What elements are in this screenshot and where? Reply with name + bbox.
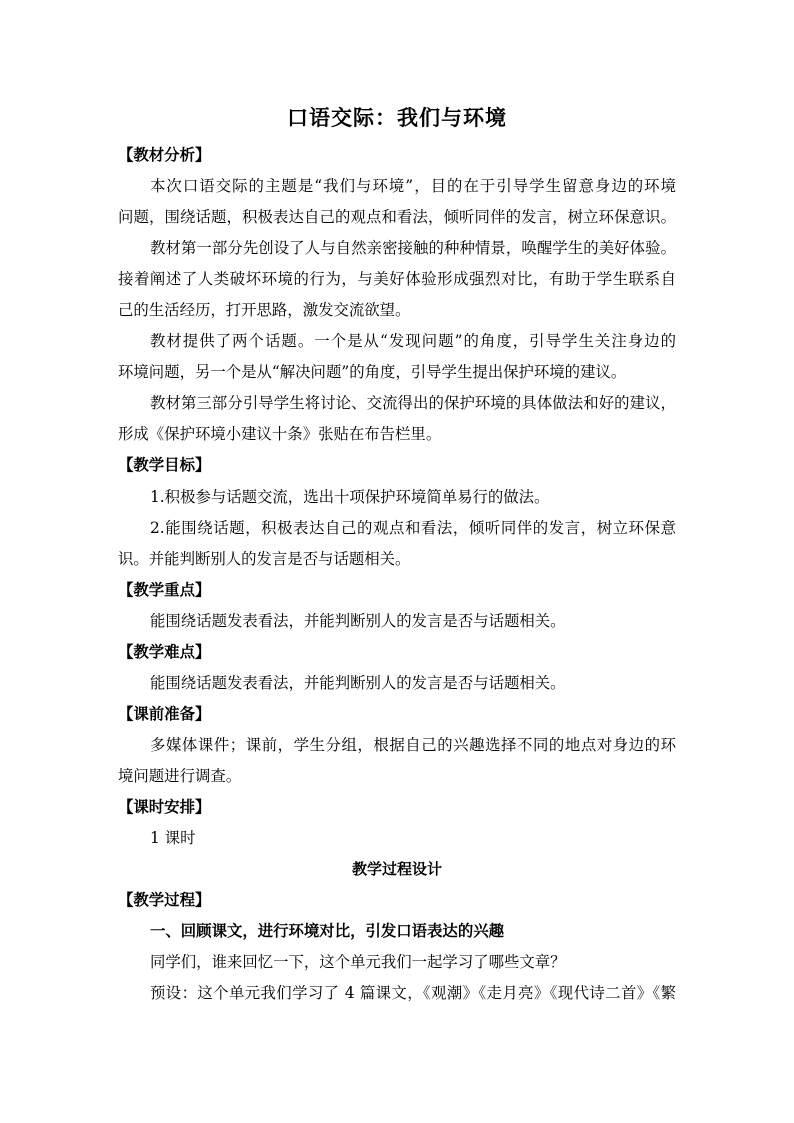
analysis-line-3: 教材第一部分先创设了人与自然亲密接触的种种情景，唤醒学生的美好体验。 — [150, 239, 676, 257]
heading-key-points: 【教学重点】 — [118, 581, 211, 599]
analysis-line-7: 环境问题，另一个是从“解决问题”的角度，引导学生提出保护环境的建议。 — [118, 363, 627, 381]
process-line-1: 同学们，谁来回忆一下，这个单元我们一起学习了哪些文章？ — [150, 953, 566, 971]
heading-schedule: 【课时安排】 — [118, 798, 211, 816]
preparation-line-2: 境问题进行调查。 — [118, 767, 242, 785]
goal-line-3: 识。并能判断别人的发言是否与话题相关。 — [118, 550, 411, 568]
analysis-line-4: 接着阐述了人类破坏环境的行为，与美好体验形成强烈对比，有助于学生联系自 — [118, 270, 676, 288]
analysis-line-2: 问题，围绕话题，积极表达自己的观点和看法，倾听同伴的发言，树立环保意识。 — [118, 208, 676, 226]
heading-analysis: 【教材分析】 — [118, 146, 211, 164]
heading-difficulties: 【教学难点】 — [118, 643, 211, 661]
difficulties-line-1: 能围绕话题发表看法，并能判断别人的发言是否与话题相关。 — [150, 674, 566, 692]
analysis-line-1: 本次口语交际的主题是“我们与环境”，目的在于引导学生留意身边的环境 — [150, 177, 676, 195]
process-line-2: 预设：这个单元我们学习了 4 篇课文，《观潮》《走月亮》《现代诗二首》《繁 — [150, 984, 676, 1002]
goal-line-2: 2.能围绕话题，积极表达自己的观点和看法，倾听同伴的发言，树立环保意 — [150, 519, 676, 537]
analysis-line-9: 形成《保护环境小建议十条》张贴在布告栏里。 — [118, 425, 442, 443]
process-step-1: 一、回顾课文，进行环境对比，引发口语表达的兴趣 — [150, 922, 504, 940]
preparation-line-1: 多媒体课件；课前，学生分组，根据自己的兴趣选择不同的地点对身边的环 — [150, 736, 676, 754]
design-title: 教学过程设计 — [351, 860, 442, 878]
heading-process: 【教学过程】 — [118, 891, 211, 909]
goal-line-1: 1.积极参与话题交流，选出十项保护环境简单易行的做法。 — [150, 488, 550, 506]
analysis-line-6: 教材提供了两个话题。一个是从“发现问题”的角度，引导学生关注身边的 — [150, 332, 676, 350]
heading-goals: 【教学目标】 — [118, 456, 211, 474]
document-title: 口语交际：我们与环境 — [287, 105, 507, 130]
key-points-line-1: 能围绕话题发表看法，并能判断别人的发言是否与话题相关。 — [150, 612, 566, 630]
analysis-line-8: 教材第三部分引导学生将讨论、交流得出的保护环境的具体做法和好的建议， — [150, 394, 676, 412]
heading-preparation: 【课前准备】 — [118, 705, 211, 723]
analysis-line-5: 己的生活经历，打开思路，激发交流欲望。 — [118, 301, 411, 319]
schedule-line-1: 1 课时 — [150, 829, 196, 847]
